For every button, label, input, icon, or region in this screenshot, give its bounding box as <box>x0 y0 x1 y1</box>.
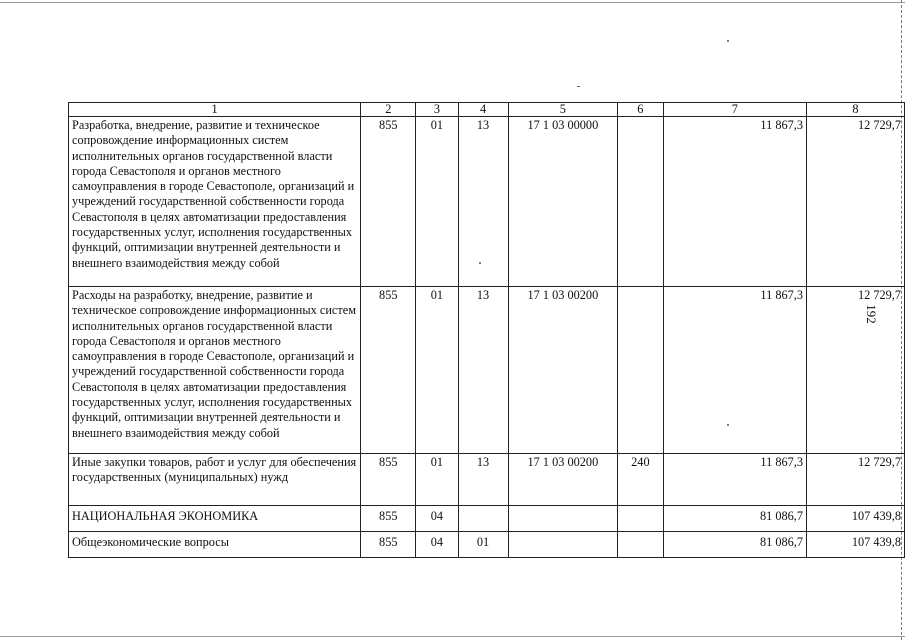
amount-year1-cell: 81 086,7 <box>663 532 806 558</box>
scan-speck <box>727 40 729 42</box>
table-row <box>69 532 905 558</box>
expense-type-cell <box>618 506 663 532</box>
target-article-cell: 17 1 03 00200 <box>508 454 618 506</box>
amount-year2-cell: 12 729,7 <box>807 454 905 506</box>
column-header: 7 <box>663 103 806 117</box>
section-cell: 01 <box>416 454 458 506</box>
column-header: 1 <box>69 103 361 117</box>
amount-year2-cell: 12 729,7 <box>807 117 905 287</box>
budget-table <box>68 102 905 558</box>
amount-year1-cell: 11 867,3 <box>663 454 806 506</box>
table-row <box>69 117 905 287</box>
row-name-cell: Расходы на разработку, внедрение, развитие и техническое сопровождение информационных систем исполнительных органов государственной власти города Севастополя и органов местного самоуправления в городе Севастополе, организаций и учреждений государственной собственности города Севастополя в целях автоматизации предоставления государственных услуг, исполнения государственных функций, оптимизации внутренней деятельности и внешнего взаимодействия между собой <box>69 287 361 454</box>
section-cell: 04 <box>416 506 458 532</box>
subsection-cell: 13 <box>458 287 508 454</box>
grbs-cell: 855 <box>361 117 416 287</box>
scan-edge-top <box>0 2 905 3</box>
amount-year1-cell: 11 867,3 <box>663 287 806 454</box>
amount-year1-cell: 81 086,7 <box>663 506 806 532</box>
grbs-cell: 855 <box>361 532 416 558</box>
section-cell: 01 <box>416 287 458 454</box>
grbs-cell: 855 <box>361 506 416 532</box>
amount-year2-cell: 107 439,8 <box>807 506 905 532</box>
table-row <box>69 506 905 532</box>
row-name-cell: НАЦИОНАЛЬНАЯ ЭКОНОМИКА <box>69 506 361 532</box>
expense-type-cell <box>618 287 663 454</box>
target-article-cell: 17 1 03 00200 <box>508 287 618 454</box>
row-name-cell: Иные закупки товаров, работ и услуг для обеспечения государственных (муниципальных) нужд <box>69 454 361 506</box>
column-header: 3 <box>416 103 458 117</box>
target-article-cell <box>508 506 618 532</box>
scan-speck <box>577 86 580 87</box>
column-header: 6 <box>618 103 663 117</box>
amount-year1-cell: 11 867,3 <box>663 117 806 287</box>
column-header: 2 <box>361 103 416 117</box>
amount-year2-cell: 12 729,7 <box>807 287 905 454</box>
table-row <box>69 287 905 454</box>
column-header: 5 <box>508 103 618 117</box>
subsection-cell: 01 <box>458 532 508 558</box>
grbs-cell: 855 <box>361 287 416 454</box>
section-cell: 04 <box>416 532 458 558</box>
subsection-cell: 13 <box>458 454 508 506</box>
table-row <box>69 454 905 506</box>
row-name-cell: Общеэкономические вопросы <box>69 532 361 558</box>
target-article-cell: 17 1 03 00000 <box>508 117 618 287</box>
expense-type-cell <box>618 532 663 558</box>
subsection-cell <box>458 506 508 532</box>
row-name-cell: Разработка, внедрение, развитие и техническое сопровождение информационных систем исполнительных органов государственной власти города Севастополя и органов местного самоуправления в городе Севастополе, организаций и учреждений государственной собственности города Севастополя в целях автоматизации предоставления государственных услуг, исполнения государственных функций, оптимизации внутренней деятельности и внешнего взаимодействия между собой <box>69 117 361 287</box>
column-header: 8 <box>807 103 905 117</box>
target-article-cell <box>508 532 618 558</box>
amount-year2-cell: 107 439,8 <box>807 532 905 558</box>
column-header: 4 <box>458 103 508 117</box>
table-header-row <box>69 103 905 117</box>
page-number: 192 <box>864 304 879 324</box>
section-cell: 01 <box>416 117 458 287</box>
scan-edge-bottom <box>0 636 905 637</box>
expense-type-cell <box>618 117 663 287</box>
expense-type-cell: 240 <box>618 454 663 506</box>
grbs-cell: 855 <box>361 454 416 506</box>
subsection-cell: 13 <box>458 117 508 287</box>
